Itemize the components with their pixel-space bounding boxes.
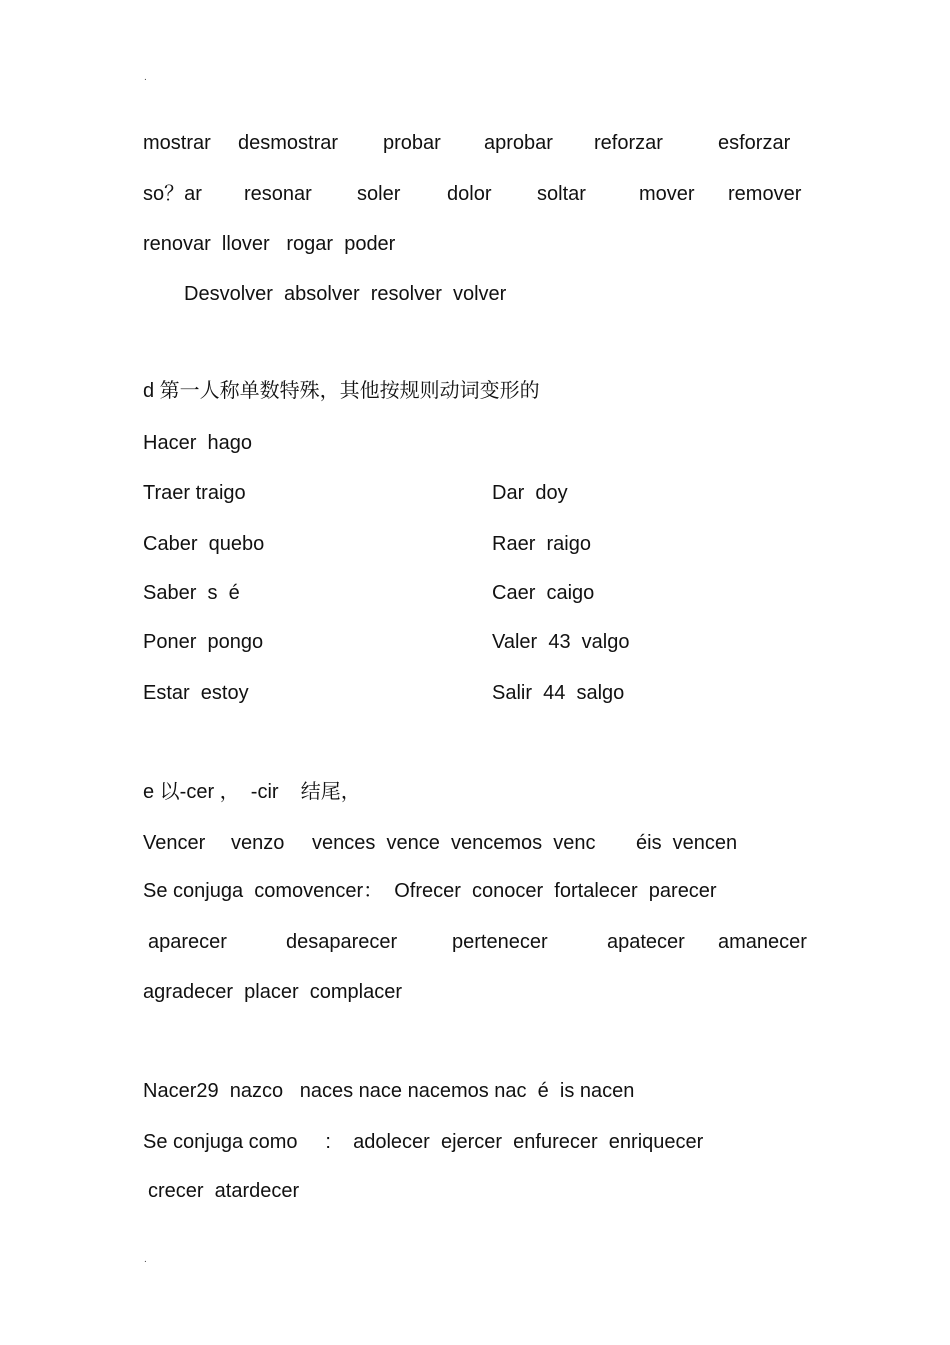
conjugation-word: vences vence vencemos venc <box>312 832 596 854</box>
conjugation-word: éis vencen <box>636 832 738 854</box>
irregular-pair: Salir 44 salgo <box>492 682 625 704</box>
nacer-conjugation: Nacer29 nazco naces nace nacemos nac é is nacen <box>143 1080 635 1102</box>
verb-word: reforzar <box>594 132 663 154</box>
verb-word: soltar <box>537 183 586 205</box>
cer-verbs-row-2: agradecer placer complacer <box>143 981 403 1003</box>
verb-word: probar <box>383 132 441 154</box>
conjugation-word: venzo <box>231 832 285 854</box>
conjugates-like-line: Se conjuga comovencer： Ofrecer conocer fortalecer parecer <box>143 880 717 902</box>
irregular-pair: Valer 43 valgo <box>492 631 630 653</box>
verb-word: soler <box>357 183 401 205</box>
irregular-pair: Dar doy <box>492 482 568 504</box>
verb-word: desmostrar <box>238 132 339 154</box>
verb-word: so？ar <box>143 183 202 205</box>
verb-word: aprobar <box>484 132 553 154</box>
irregular-pair: Raer raigo <box>492 533 591 555</box>
verb-word: esforzar <box>718 132 791 154</box>
irregular-pair: Estar estoy <box>143 682 249 704</box>
conjugates-like-nacer: Se conjuga como : adolecer ejercer enfurecer enriquecer <box>143 1131 704 1153</box>
irregular-pair: Poner pongo <box>143 631 264 653</box>
irregular-pair: Traer traigo <box>143 482 246 504</box>
irregular-pair: Caber quebo <box>143 533 265 555</box>
section-e-heading: e 以-cer ， -cir 结尾， <box>143 781 361 803</box>
bottom-dot-mark: . <box>144 1254 147 1265</box>
verb-list-row-3: renovar llover rogar poder <box>143 233 396 255</box>
section-d-heading: d 第一人称单数特殊，其他按规则动词变形的 <box>143 380 540 402</box>
irregular-pair: Hacer hago <box>143 432 252 454</box>
nacer-verbs-row: crecer atardecer <box>148 1180 300 1202</box>
verb-word: dolor <box>447 183 492 205</box>
verb-word: aparecer <box>148 931 227 953</box>
conjugation-word: Vencer <box>143 832 206 854</box>
top-dot-mark: . <box>144 72 147 83</box>
verb-word: pertenecer <box>452 931 548 953</box>
verb-list-row-4: Desvolver absolver resolver volver <box>184 283 507 305</box>
irregular-pair: Caer caigo <box>492 582 595 604</box>
irregular-pair: Saber s é <box>143 582 240 604</box>
verb-word: amanecer <box>718 931 807 953</box>
verb-word: mostrar <box>143 132 211 154</box>
verb-word: mover <box>639 183 695 205</box>
verb-word: desaparecer <box>286 931 398 953</box>
verb-word: apatecer <box>607 931 685 953</box>
verb-word: remover <box>728 183 802 205</box>
verb-word: resonar <box>244 183 312 205</box>
